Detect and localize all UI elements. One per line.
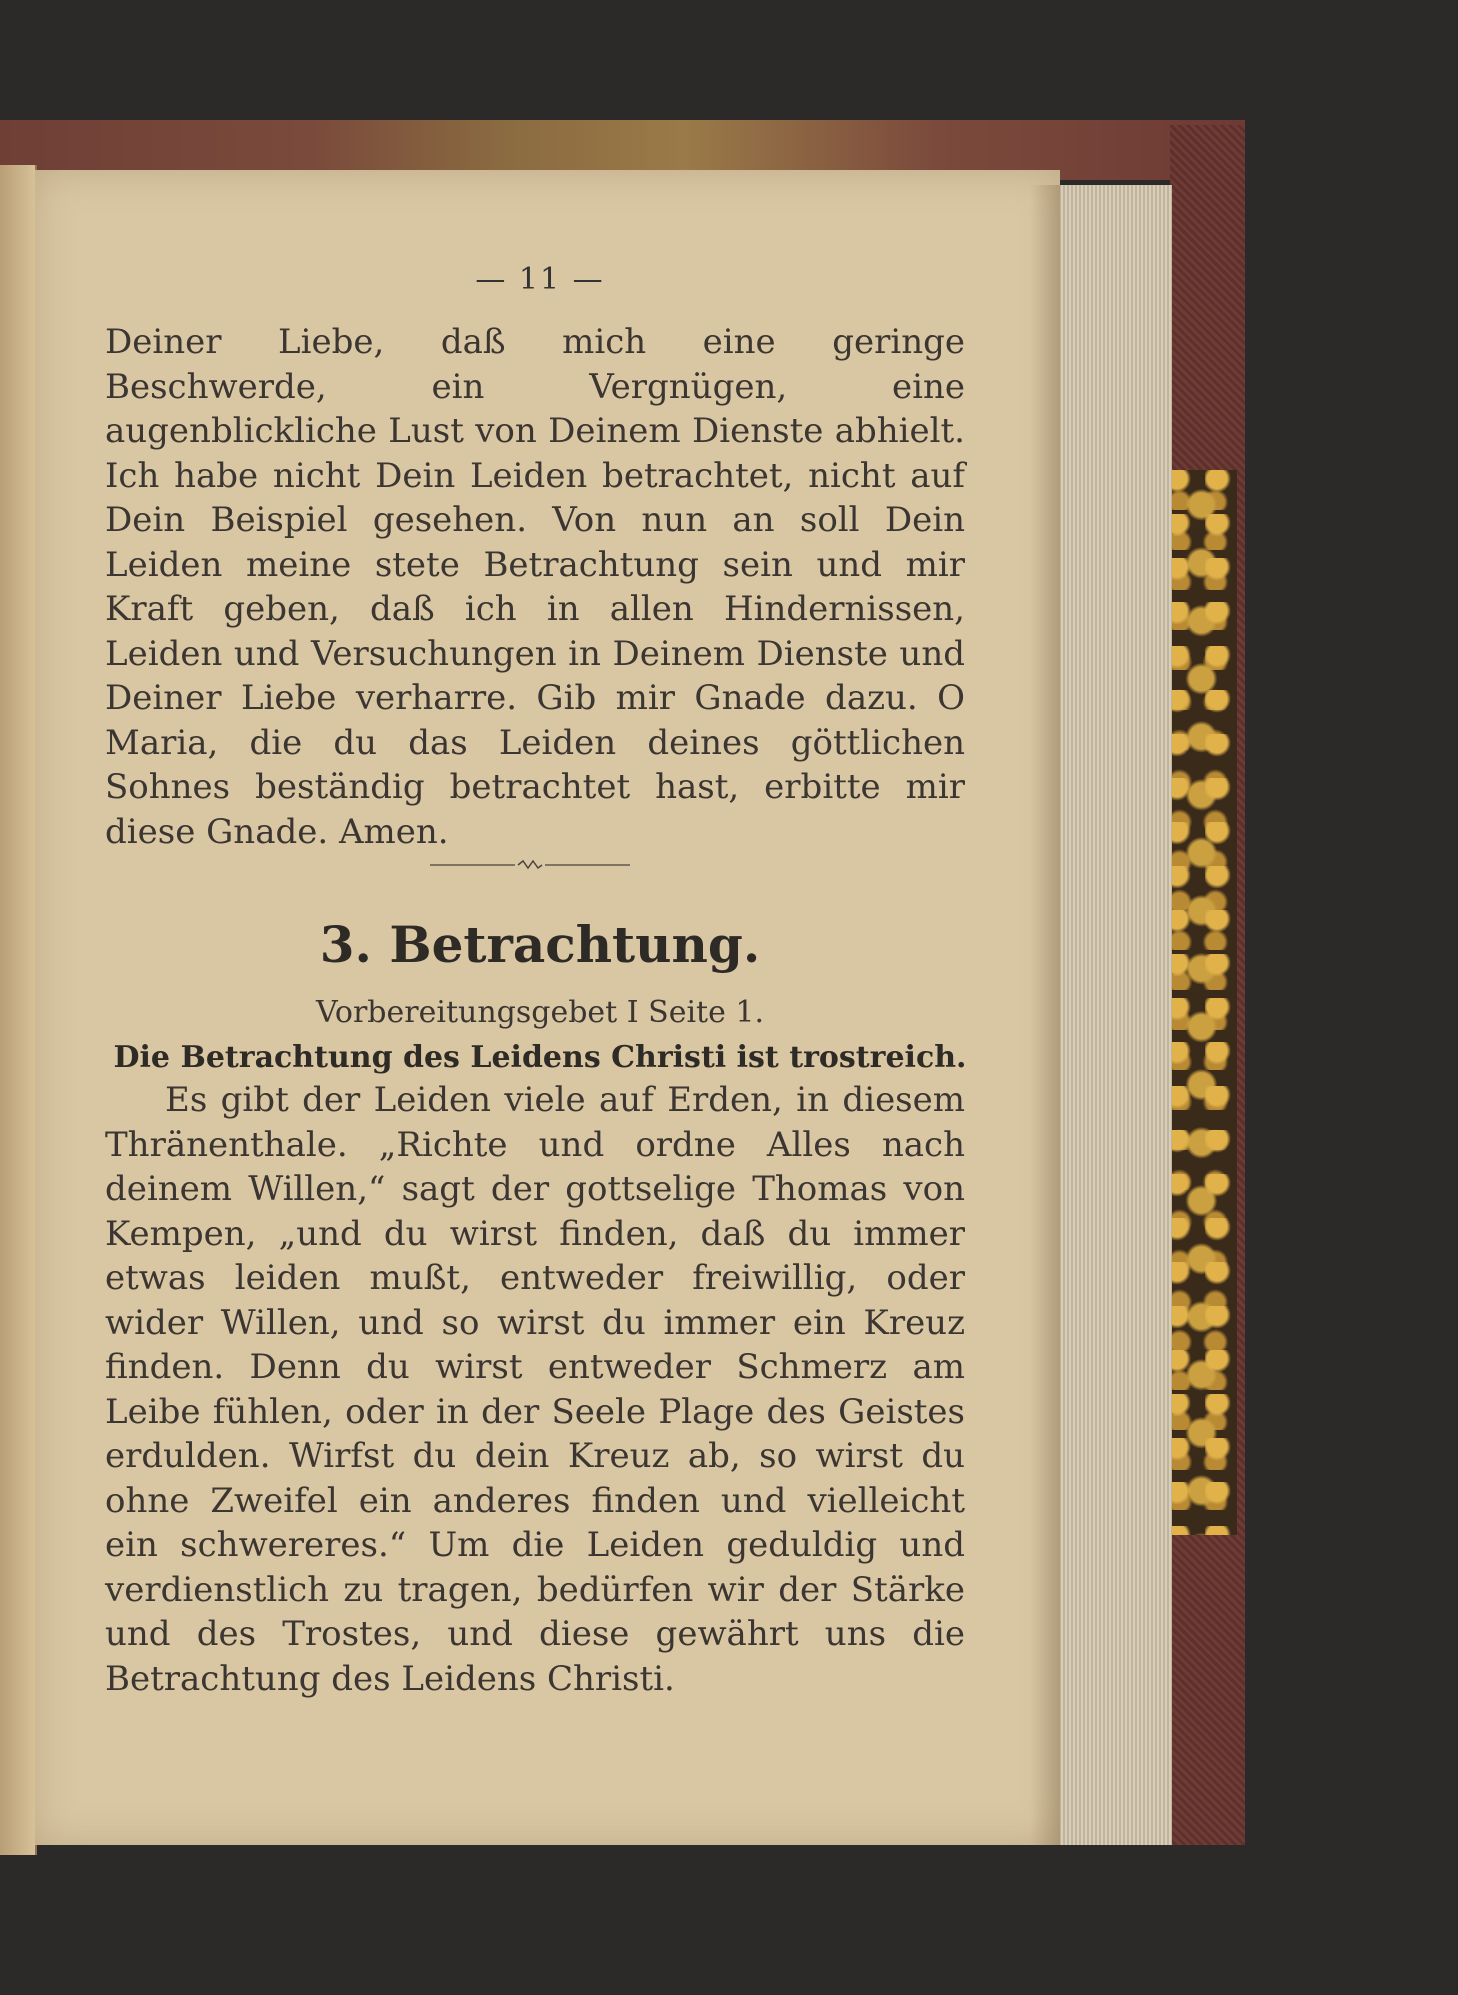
ornament-divider <box>430 855 630 875</box>
page-number: — 11 — <box>475 262 605 297</box>
marbled-endpaper <box>1165 470 1237 1535</box>
gutter-shadow <box>1030 185 1060 1845</box>
page-edges <box>1055 185 1172 1845</box>
paragraph-section-body: Es gibt der Leiden viele auf Erden, in diesem Thränenthale. „Richte und ordne Alles nach deinem Willen,“ sagt der gottselige Thomas von Kempen, „und du wirst finden, daß du immer etwas leiden mußt, entweder freiwillig, oder wider Willen, und so wirst du immer ein Kreuz finden. Denn du wirst entweder Schmerz am Leibe fühlen, oder in der Seele Plage des Geistes erdulden. Wirfst du dein Kreuz ab, so wirst du ohne Zweifel ein anderes finden und vielleicht ein schwereres.“ Um die Leiden geduldig und verdienstlich zu tragen, bedürfen wir der Stärke und des Trostes, und diese gewährt uns die Betrachtung des Leidens Christi. <box>105 1080 965 1699</box>
left-page-edge <box>0 165 37 1855</box>
section-subtitle: Die Betrachtung des Leidens Christi ist trostreich. <box>113 1040 967 1075</box>
paragraph-continuation: Deiner Liebe, daß mich eine geringe Beschwerde, ein Vergnügen, eine augenblickliche Lust von Deinem Dienste abhielt. Ich habe nicht Dein Leiden betrachtet, nicht auf Dein Beispiel gesehen. Von nun an soll Dein Leiden meine stete Betrachtung sein und mir Kraft geben, daß ich in allen Hindernissen, Leiden und Versuchungen in Deinem Dienste und Deiner Liebe verharre. Gib mir Gnade dazu. O Maria, die du das Leiden deines göttlichen Sohnes beständig betrachtet hast, erbitte mir diese Gnade. Amen. <box>105 322 965 852</box>
preparation-note: Vorbereitungsgebet I Seite 1. <box>315 995 765 1030</box>
section-heading: 3. Betrachtung. <box>319 915 761 974</box>
